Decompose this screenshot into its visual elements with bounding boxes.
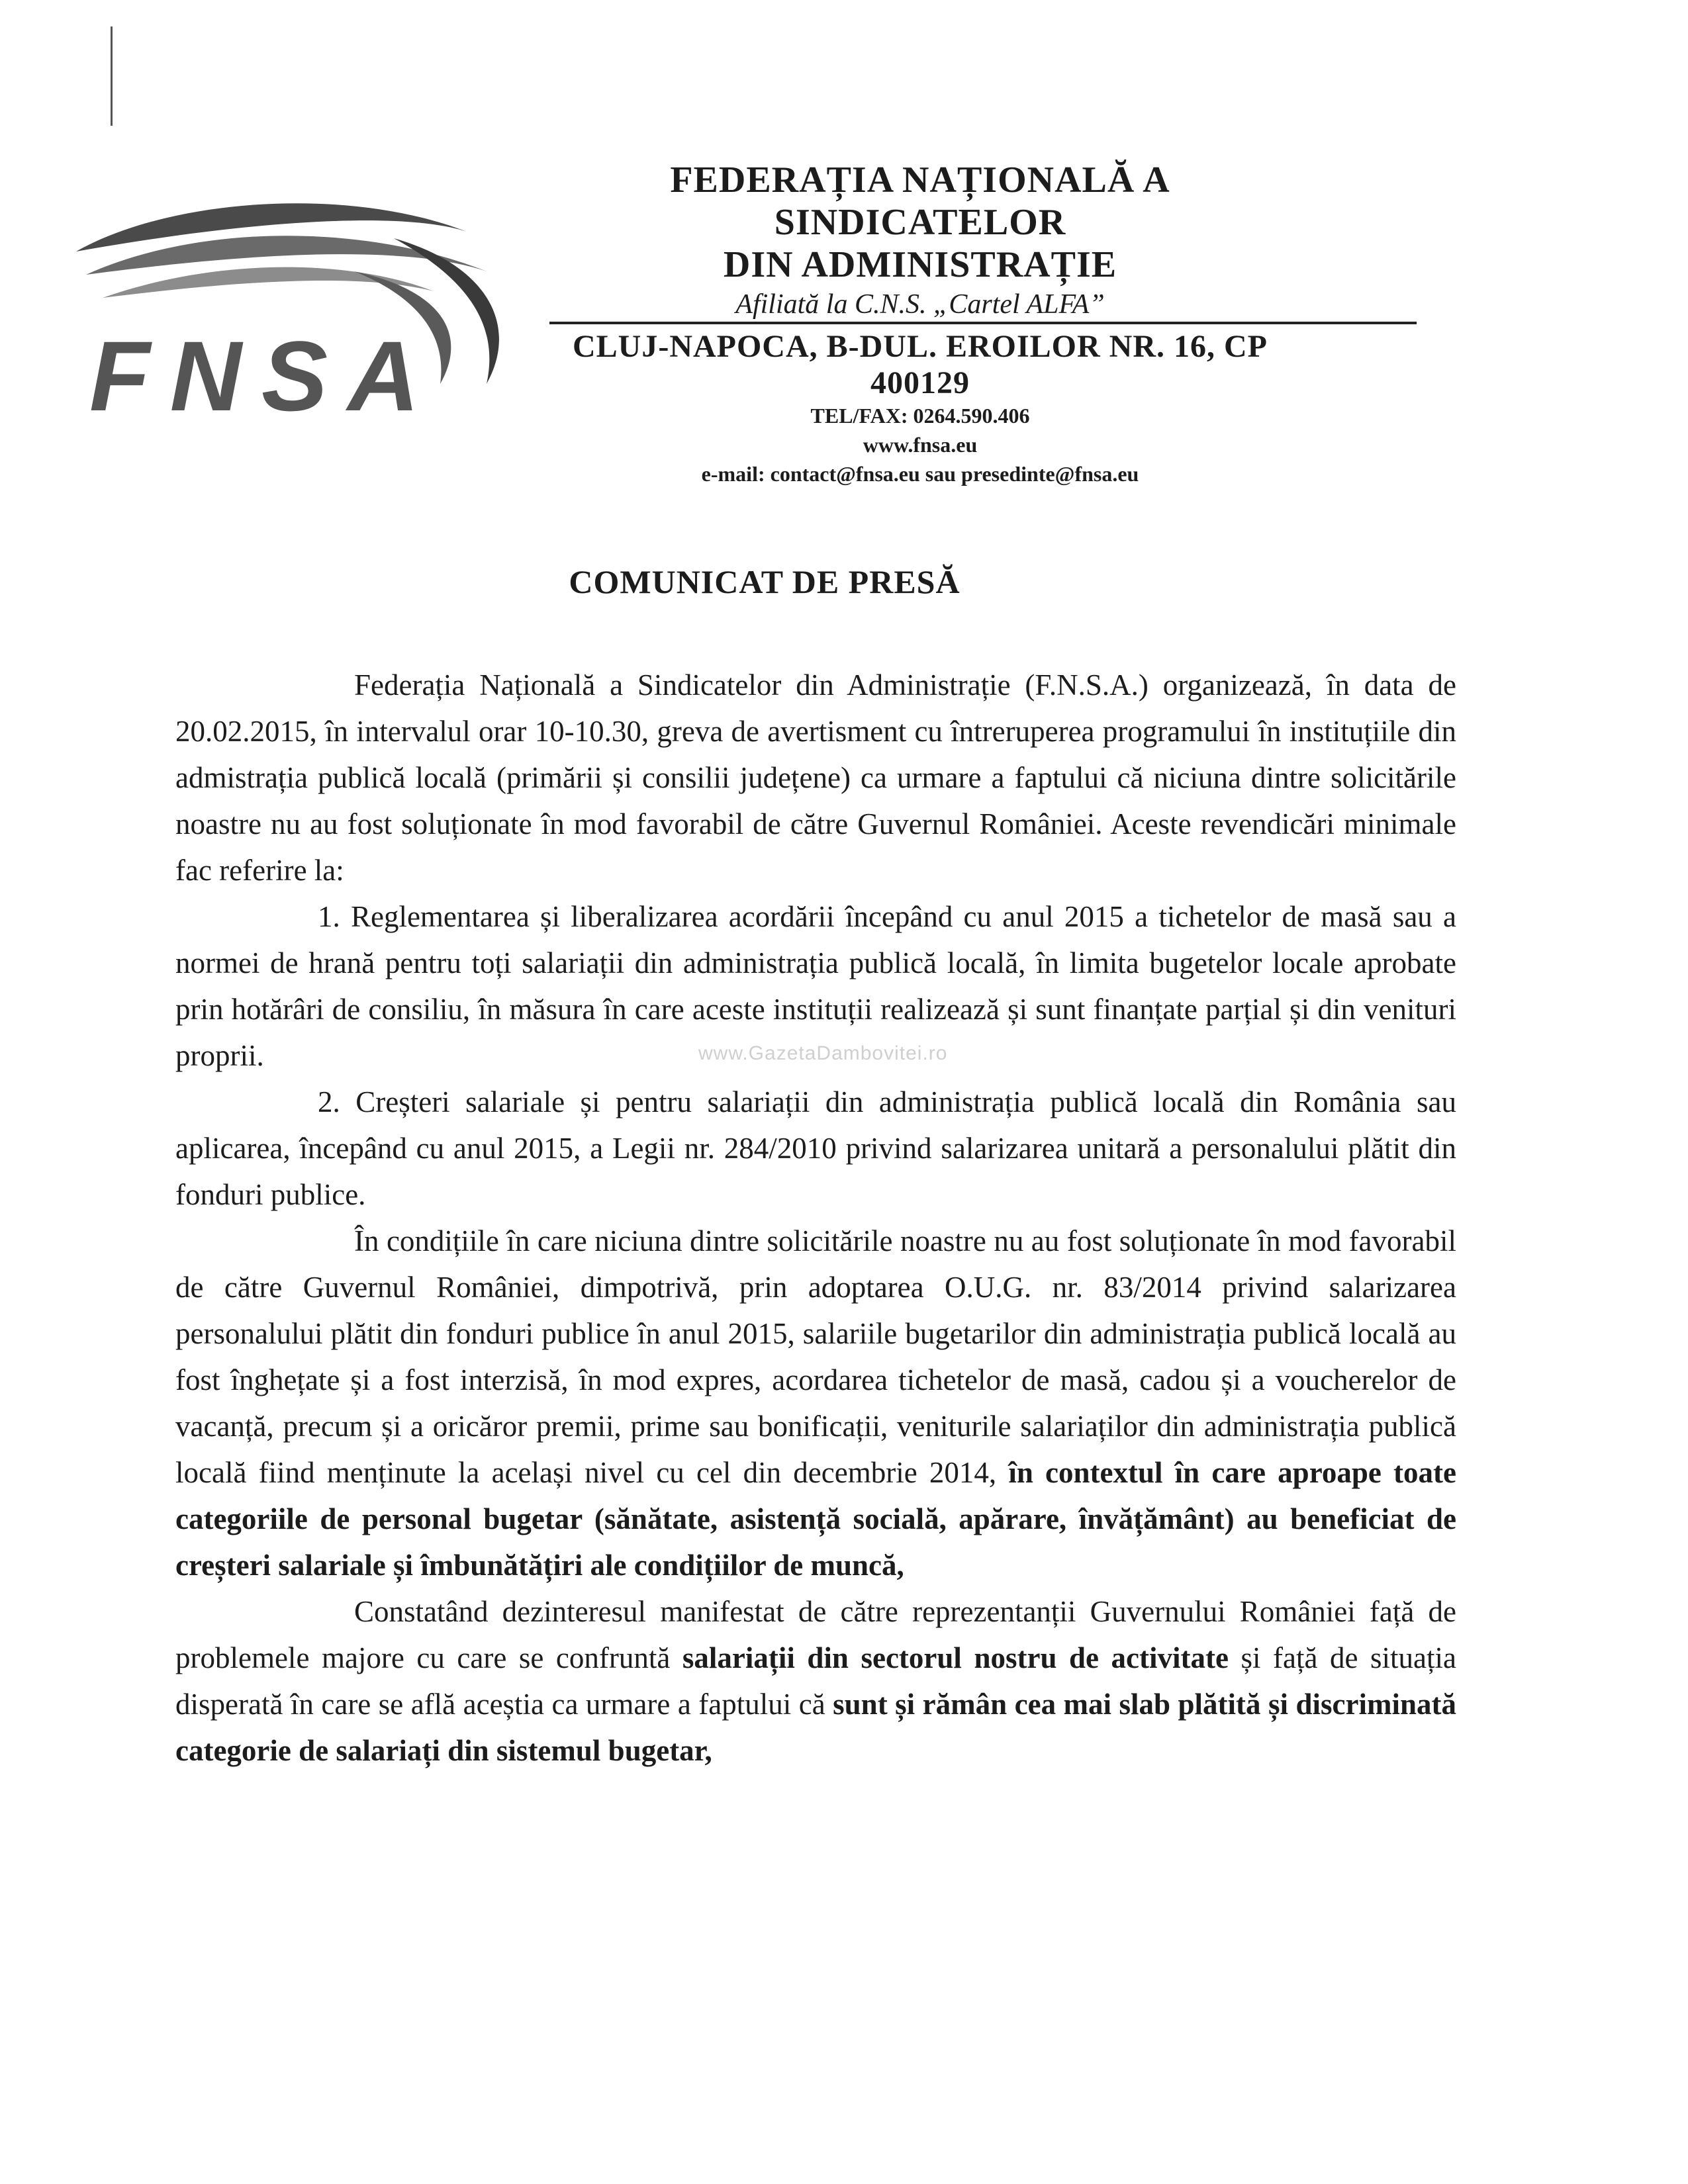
document-title: COMUNICAT DE PRESĂ xyxy=(569,563,961,600)
paragraph-context-bold: în contextul în care aproape toate categoriile de personal bugetar (sănătate, asistență socială, apărare, învățământ) au beneficiat de creșteri salariale și îmbunătățiri ale condițiilor de muncă, xyxy=(175,1456,1456,1582)
paragraph-context-text: În condițiile în care niciuna dintre solicitările noastre nu au fost soluționate în mod favorabil de către Guvernul României, dimpotrivă, prin adoptarea O.U.G. nr. 83/2014 privind salarizarea personalului plătit din fonduri publice în anul 2015, salariile bugetarilor din administrația publică locală au fost înghețate și a fost interzisă, în mod expres, acordarea tichetelor de masă, cadou și a voucherelor de vacanță, precum și a oricăror premii, prime sau bonificații, veniturile salariaților din administrația publică locală fiind menținute la același nivel cu cel din decembrie 2014, xyxy=(175,1224,1456,1489)
org-name-line2: DIN ADMINISTRAȚIE xyxy=(723,244,1117,285)
watermark: www.GazetaDambovitei.ro xyxy=(698,1042,948,1064)
paragraph-context xyxy=(175,1218,1456,1588)
paragraph-conclusion xyxy=(175,1588,1456,1774)
paragraph-conclusion-text-a: Constatând dezinteresul manifestat de către reprezentanții Guvernului României față de problemele majore cu care se confruntă xyxy=(175,1595,1456,1674)
header-divider xyxy=(549,322,1417,324)
paragraph-conclusion-bold-b: salariații din sectorul nostru de activitate xyxy=(682,1641,1229,1674)
logo-text: FNSA xyxy=(89,320,440,430)
paragraph-conclusion-text-c: și față de situația disperată în care se află aceștia ca urmare a faptului că xyxy=(175,1641,1457,1721)
email: e-mail: contact@fnsa.eu sau presedinte@fnsa.eu xyxy=(701,462,1139,486)
website: www.fnsa.eu xyxy=(863,433,978,457)
org-name-line1: FEDERAȚIA NAȚIONALĂ A SINDICATELOR xyxy=(670,159,1170,243)
paragraph-intro: Federația Națională a Sindicatelor din Administrație (F.N.S.A.) organizează, în data de 20.02.2015, în intervalul orar 10-10.30, greva de avertisment cu întreruperea programului în instituțiile din admistrația publică locală (primării și consilii județene) ca urmare a faptului că niciuna dintre solicitările noastre nu au fost soluționate în mod favorabil de către Guvernul României. Aceste revendicări minimale fac referire la: xyxy=(175,668,1456,887)
address: CLUJ-NAPOCA, B-DUL. EROILOR NR. 16, CP 400129 xyxy=(572,329,1268,400)
fnsa-logo xyxy=(63,192,566,430)
affiliation: Afiliată la C.N.S. „Cartel ALFA” xyxy=(735,289,1105,320)
telfax: TEL/FAX: 0264.590.406 xyxy=(810,404,1030,428)
document-body xyxy=(175,662,1456,1774)
letterhead xyxy=(530,159,1410,488)
list-item-1: 1. Reglementarea și liberalizarea acordării începând cu anul 2015 a tichetelor de masă sau a normei de hrană pentru toți salariații din administrația publică locală, în limita bugetelor locale aprobate prin hotărâri de consiliu, în măsura în care aceste instituții realizează și sunt finanțate parțial și din venituri proprii. xyxy=(175,900,1456,1072)
paragraph-conclusion-bold-d: sunt și rămân cea mai slab plătită și discriminată categorie de salariați din sistemul bugetar, xyxy=(175,1688,1456,1767)
scan-mark xyxy=(111,26,113,126)
list-item-2: 2. Creșteri salariale și pentru salariații din administrația publică locală din România sau aplicarea, începând cu anul 2015, a Legii nr. 284/2010 privind salarizarea unitară a personalului plătit din fonduri publice. xyxy=(175,1085,1456,1211)
